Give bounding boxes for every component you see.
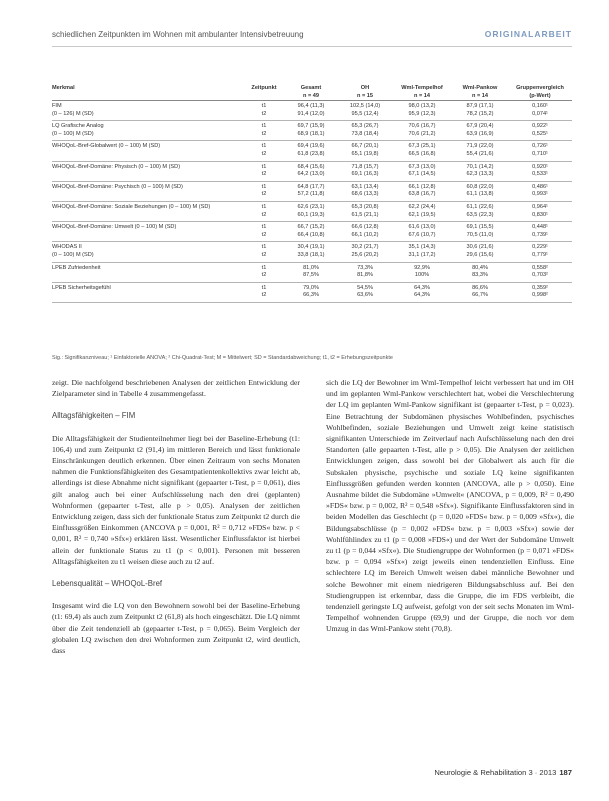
table-group	[52, 222, 572, 242]
table-group	[52, 201, 572, 221]
table-cell: 62,3 (13,3)	[466, 171, 494, 178]
table-cell: 0,074¹	[532, 110, 548, 117]
variable-label: (0 – 100) M (SD)	[52, 130, 94, 137]
table-cell: 68,6 (13,3)	[351, 191, 379, 198]
table-cell: 30,4 (19,1)	[297, 244, 325, 251]
table-group	[52, 121, 572, 141]
table-group	[52, 181, 572, 201]
table-cell: 98,0 (13,2)	[408, 103, 436, 109]
variable-label: LQ Grafische Analog	[52, 123, 104, 130]
table-cell: 83,3%	[472, 272, 488, 279]
table-cell: 100%	[414, 272, 430, 279]
table-cell: t2	[261, 292, 267, 299]
table-row	[52, 232, 572, 242]
table-cell: t2	[261, 171, 267, 178]
results-table	[52, 85, 572, 303]
table-cell: 71,9 (22,0)	[466, 143, 494, 150]
table-cell: 0,964¹	[532, 203, 548, 210]
table-cell: 66,5 (16,8)	[408, 150, 436, 157]
page-footer	[434, 768, 572, 777]
table-group	[52, 282, 572, 302]
table-cell: 67,3 (13,0)	[408, 163, 436, 170]
column-header: OH n = 15	[356, 85, 373, 99]
table-row	[52, 101, 572, 111]
table-cell: 30,2 (21,7)	[351, 244, 379, 251]
running-header	[52, 30, 572, 46]
variable-label	[52, 212, 244, 222]
table-cell: 60,1 (19,3)	[297, 211, 325, 218]
table-cell: t1	[261, 183, 267, 190]
table-cell: t2	[261, 110, 267, 117]
variable-label	[52, 151, 244, 161]
table-cell: 0,486¹	[532, 183, 548, 190]
variable-label: WHODAS II	[52, 244, 82, 251]
table-cell: 61,6 (13,0)	[408, 224, 436, 231]
table-cell: 91,4 (12,0)	[297, 110, 325, 117]
table-cell: 102,5 (14,0)	[349, 103, 381, 109]
variable-label	[52, 272, 244, 282]
table-row	[52, 111, 572, 121]
table-cell: t1	[261, 123, 267, 130]
table-cell: 92,9%	[414, 264, 430, 271]
column-header: Zeitpunkt	[251, 85, 277, 91]
column-header: Wml-Pankow n = 14	[462, 85, 498, 99]
table-cell: 67,6 (10,7)	[408, 231, 436, 238]
section-heading: Lebensqualität – WHOQoL-Bref	[52, 579, 163, 589]
table-cell: t1	[261, 203, 267, 210]
table-row	[52, 151, 572, 161]
table-cell: 62,6 (23,1)	[297, 203, 325, 210]
table-cell: 0,726¹	[532, 143, 548, 150]
table-cell: 78,2 (15,2)	[466, 110, 494, 117]
table-cell: 54,5%	[357, 284, 373, 291]
table-cell: 64,8 (17,7)	[297, 183, 325, 190]
table-cell: 70,1 (14,2)	[466, 163, 494, 170]
column-header: Gesamt n = 49	[300, 85, 322, 99]
table-group	[52, 101, 572, 121]
table-cell: 65,3 (26,7)	[351, 123, 379, 130]
table-cell: t2	[261, 231, 267, 238]
table-cell: t1	[261, 224, 267, 231]
table-cell: t1	[261, 264, 267, 271]
table-row	[52, 212, 572, 222]
table-cell: 0,739¹	[532, 231, 548, 238]
table-cell: t1	[261, 284, 267, 291]
table-group	[52, 161, 572, 181]
variable-label: LPEB Sicherheitsgefühl	[52, 284, 111, 291]
table-cell: 30,6 (21,6)	[466, 244, 494, 251]
table-cell: 73,3%	[357, 264, 373, 271]
table-row	[52, 262, 572, 272]
table-cell: 0,160¹	[532, 103, 548, 109]
table-cell: 0,779¹	[532, 251, 548, 258]
table-cell: 63,9 (16,9)	[466, 130, 494, 137]
table-footnote: Sig.: Signifikanzniveau; ¹ Einfaktorielle ANOVA; ² Chi-Quadrat-Test; M = Mittelwert; SD = Standardabweichung; t1, t2 = Erhebungszeitpunkte	[52, 355, 393, 361]
table-cell: 0,525¹	[532, 130, 548, 137]
table-cell: 66,3%	[303, 292, 319, 299]
table-cell: 69,4 (19,6)	[297, 143, 325, 150]
table-cell: 63,1 (13,4)	[351, 183, 379, 190]
table-cell: 96,4 (11,3)	[297, 103, 325, 109]
table-row	[52, 201, 572, 211]
table-row	[52, 131, 572, 141]
table-cell: 66,1 (12,8)	[408, 183, 436, 190]
table-cell: 0,830¹	[532, 211, 548, 218]
table-cell: 70,6 (16,7)	[408, 123, 436, 130]
table-cell: t1	[261, 163, 267, 170]
table-cell: 63,5 (22,3)	[466, 211, 494, 218]
table-cell: 71,8 (15,7)	[351, 163, 379, 170]
table-cell: 60,8 (22,0)	[466, 183, 494, 190]
table-cell: 95,5 (12,4)	[351, 110, 379, 117]
table-cell: 67,9 (20,4)	[466, 123, 494, 130]
table-group	[52, 242, 572, 262]
table-cell: 31,1 (17,2)	[408, 251, 436, 258]
table-cell: 80,4%	[472, 264, 488, 271]
table-cell: 0,359²	[532, 284, 548, 291]
table-row	[52, 171, 572, 181]
table-cell: 66,7%	[472, 292, 488, 299]
paragraph: sich die LQ der Bewohner im Wml-Tempelhof leicht verbessert hat und im OH und im geplanten Wml-Pankow verschlechtert hat, wobei die Verschlechterung der LQ im geplanten Wml-Pankow signifikant ist (gepaarter t-Test, p = 0,023). Eine Betrachtung der Subdomänen physisches Wohlbefinden, psychisches Wohlbefinden, soziale Beziehungen und Umwelt zeigt keine statistisch signifikanten Unterschiede im Zeitverlauf nach Aufschlüsselung nach den drei Standorten (alle gepaarten t-Test, alle p > 0,05). Die Analysen der zeitlichen Entwicklungen zeigen, dass sowohl bei der Globalwert als auch für die Subskalen physische, psychische und soziale LQ keine signifikanten Einflussgrößen gefunden werden konnten (ANCOVA, alle p > 0,050). Eine Ausnahme bildet die Subdomäne »Umwelt« (ANCOVA, p = 0,009, R² = 0,490 »FDS« bzw. p = 0,002, R² = 0,548 »Sfx«). Signifikante Einflussfaktoren sind in beiden Modellen das Geschlecht (p = 0,020 »FDS« bzw. p = 0,009 »Sfx«), die Bildungsabschlüsse (p = 0,002 »FDS« bzw. p = 0,003 »Sfx«) sowie der Wohlfühlindex zu t1 (p = 0,008 »FDS«) und der Wert der Subdomäne Umwelt zu t1 (p = 0,044 »Sfx«). Die Studiengruppe der Wohnformen (p = 0,071 »FDS« bzw. p = 0,094 »Sfx«) zeigt jeweils einen tendenziellen Einfluss. Eine schlechtere LQ im Bereich Umwelt weisen dabei männliche Bewohner und solche Bewohner mit einem niedrigeren Bildungsabschluss auf. Bei den Studiengruppen ist erkennbar, dass die Gruppe, die im FDS verbleibt, die tendenziell geringste LQ aufweist, gefolgt von der seit sechs Monaten im Wml-Tempelhof wohnenden Gruppe (69,9) und der Gruppe, die noch vor dem Umzug in das Wml-Pankow steht (70,8).	[326, 378, 574, 634]
paragraph: Insgesamt wird die LQ von den Bewohnern sowohl bei der Baseline-Erhebung (t1: 69,4) als auch zum Zeitpunkt t2 (61,8) als hoch eingeschätzt. Die LQ nimmt über die Zeit tendenziell ab (gepaarter t-Test, p = 0,065). Beim Vergleich der globalen LQ zwischen den drei Wohnformen zum Zeitpunkt t2, wird deutlich, dass	[52, 601, 300, 656]
variable-label	[52, 171, 244, 181]
body-column-left	[52, 377, 300, 667]
table-cell: 25,6 (20,2)	[351, 251, 379, 258]
table-cell: 64,3%	[414, 292, 430, 299]
table-row	[52, 272, 572, 282]
table-cell: 33,8 (18,1)	[297, 251, 325, 258]
table-cell: 67,3 (25,1)	[408, 143, 436, 150]
table-cell: 0,558²	[532, 264, 548, 271]
variable-label: WHOQoL-Bref-Domäne: Umwelt (0 – 100) M (SD)	[52, 224, 177, 231]
table-cell: 0,533¹	[532, 171, 548, 178]
variable-label: (0 – 100) M (SD)	[52, 251, 94, 258]
table-row	[52, 191, 572, 201]
table-cell: 63,8 (16,7)	[408, 191, 436, 198]
table-cell: 68,4 (15,6)	[297, 163, 325, 170]
table-cell: 0,920¹	[532, 163, 548, 170]
table-cell: t2	[261, 130, 267, 137]
table-cell: 73,8 (18,4)	[351, 130, 379, 137]
table-cell: t2	[261, 150, 267, 157]
running-title: schiedlichen Zeitpunkten im Wohnen mit ambulanter Intensivbetreuung	[52, 30, 304, 39]
table-cell: 61,8 (23,8)	[297, 150, 325, 157]
table-cell: 87,5%	[303, 272, 319, 279]
table-cell: 69,7 (15,9)	[297, 123, 325, 130]
table-cell: 57,2 (11,8)	[297, 191, 325, 198]
section-heading: Alltagsfähigkeiten – FIM	[52, 411, 136, 421]
table-cell: 66,7 (20,1)	[351, 143, 379, 150]
table-cell: 66,4 (10,8)	[297, 231, 325, 238]
table-row	[52, 292, 572, 302]
table-row	[52, 141, 572, 151]
table-cell: t2	[261, 251, 267, 258]
table-cell: 35,1 (14,3)	[408, 244, 436, 251]
table-cell: 0,710¹	[532, 150, 548, 157]
table-cell: 81,8%	[357, 272, 373, 279]
table-row	[52, 252, 572, 262]
table-cell: 64,3%	[414, 284, 430, 291]
table-cell: 61,1 (22,6)	[466, 203, 494, 210]
table-cell: t1	[261, 103, 267, 109]
table-row	[52, 242, 572, 252]
table-cell: 61,1 (13,8)	[466, 191, 494, 198]
table-row	[52, 161, 572, 171]
table-cell: 0,703²	[532, 272, 548, 279]
table-cell: 0,993¹	[532, 191, 548, 198]
table-header-row	[52, 85, 572, 101]
journal-name: Neurologie & Rehabilitation 3 · 2013	[434, 768, 557, 777]
table-cell: t2	[261, 211, 267, 218]
table-cell: 70,6 (21,2)	[408, 130, 436, 137]
column-header: Merkmal	[52, 85, 75, 91]
table-row	[52, 222, 572, 232]
table-cell: 69,1 (16,3)	[351, 171, 379, 178]
variable-label: (0 – 126) M (SD)	[52, 110, 94, 117]
variable-label: WHOQoL-Bref-Domäne: Psychisch (0 – 100) M (SD)	[52, 183, 183, 190]
variable-label	[52, 232, 244, 242]
variable-label: WHOQoL-Bref-Domäne: Physisch (0 – 100) M (SD)	[52, 163, 181, 170]
table-cell: 81,0%	[303, 264, 319, 271]
table-cell: 0,922¹	[532, 123, 548, 130]
table-cell: 68,9 (18,1)	[297, 130, 325, 137]
table-cell: 86,6%	[472, 284, 488, 291]
table-cell: 69,1 (15,5)	[466, 224, 494, 231]
table-cell: 0,448¹	[532, 224, 548, 231]
section-label: ORIGINALARBEIT	[484, 29, 572, 39]
variable-label: LPEB Zufriedenheit	[52, 264, 101, 271]
table-cell: 65,1 (19,8)	[351, 150, 379, 157]
table-cell: 95,9 (12,3)	[408, 110, 436, 117]
column-header: Gruppenvergleich (p-Wert)	[516, 85, 564, 99]
table-cell: t1	[261, 244, 267, 251]
table-cell: 62,1 (19,5)	[408, 211, 436, 218]
body-column-right	[326, 377, 574, 646]
table-cell: t2	[261, 272, 267, 279]
table-cell: 0,229¹	[532, 244, 548, 251]
table-cell: 62,2 (24,4)	[408, 203, 436, 210]
table-cell: 55,4 (21,6)	[466, 150, 494, 157]
table-group	[52, 262, 572, 282]
table-cell: t1	[261, 143, 267, 150]
table-cell: t2	[261, 191, 267, 198]
page-number: 187	[559, 768, 572, 777]
paragraph: Die Alltagsfähigkeit der Studienteilnehmer liegt bei der Baseline-Erhebung (t1: 106,4) und zum Zeitpunkt t2 (91,4) im mittleren Bereich und lässt funktionale Einschränkungen deutlich erkennen. Über einen Zeitraum von sechs Monaten nahmen die Funktionsfähigkeiten des Gesamtpatientenkollektivs zwar leicht ab, allerdings ist diese Abnahme nicht signifikant (gepaarter t-Test, p = 0,061), dies gilt analog auch bei einer Aufschlüsselung nach den drei (geplanten) Wohnformen (gepaarter t-Test, alle p > 0,05). Analysen der zeitlichen Entwicklung zeigen, dass sich der funktionale Status zum Zeitpunkt t2 durch die Einflussgrößen Einkommen (ANCOVA p = 0,001, R² = 0,712 »FDS« bzw. p < 0,001, R² = 0,740 »Sfx«) erklären lässt. Wesentlicher Einflussfaktor ist hierbei allein der funktionale Status zu t1 (p < 0,001). Personen mit besseren Alltagsfähigkeiten zu t1 weisen diese auch zu t2 auf.	[52, 433, 300, 566]
table-cell: 61,5 (21,1)	[351, 211, 379, 218]
column-header: Wml-Tempelhof n = 14	[401, 85, 443, 99]
table-cell: 0,998²	[532, 292, 548, 299]
variable-label: FIM	[52, 103, 62, 109]
table-cell: 70,5 (11,0)	[466, 231, 494, 238]
table-cell: 29,6 (15,6)	[466, 251, 494, 258]
table-group	[52, 141, 572, 161]
table-row	[52, 181, 572, 191]
table-row	[52, 121, 572, 131]
variable-label	[52, 292, 244, 302]
table-cell: 64,2 (13,0)	[297, 171, 325, 178]
table-cell: 79,0%	[303, 284, 319, 291]
variable-label: WHOQoL-Bref-Globalwert (0 – 100) M (SD)	[52, 143, 161, 150]
paragraph: zeigt. Die nachfolgend beschriebenen Analysen der zeitlichen Entwicklung der Zielparameter sind in Tabelle 4 zusammengefasst.	[52, 378, 300, 399]
table-cell: 63,6%	[357, 292, 373, 299]
table-cell: 66,1 (10,2)	[351, 231, 379, 238]
table-cell: 66,6 (12,8)	[351, 224, 379, 231]
header-divider	[52, 46, 572, 47]
table-cell: 67,1 (14,5)	[408, 171, 436, 178]
table-cell: 87,9 (17,1)	[466, 103, 494, 109]
table-row	[52, 282, 572, 292]
table-cell: 65,3 (20,8)	[351, 203, 379, 210]
variable-label	[52, 191, 244, 201]
variable-label: WHOQoL-Bref-Domäne: Soziale Beziehungen (0 – 100) M (SD)	[52, 203, 211, 210]
table-cell: 66,7 (15,2)	[297, 224, 325, 231]
